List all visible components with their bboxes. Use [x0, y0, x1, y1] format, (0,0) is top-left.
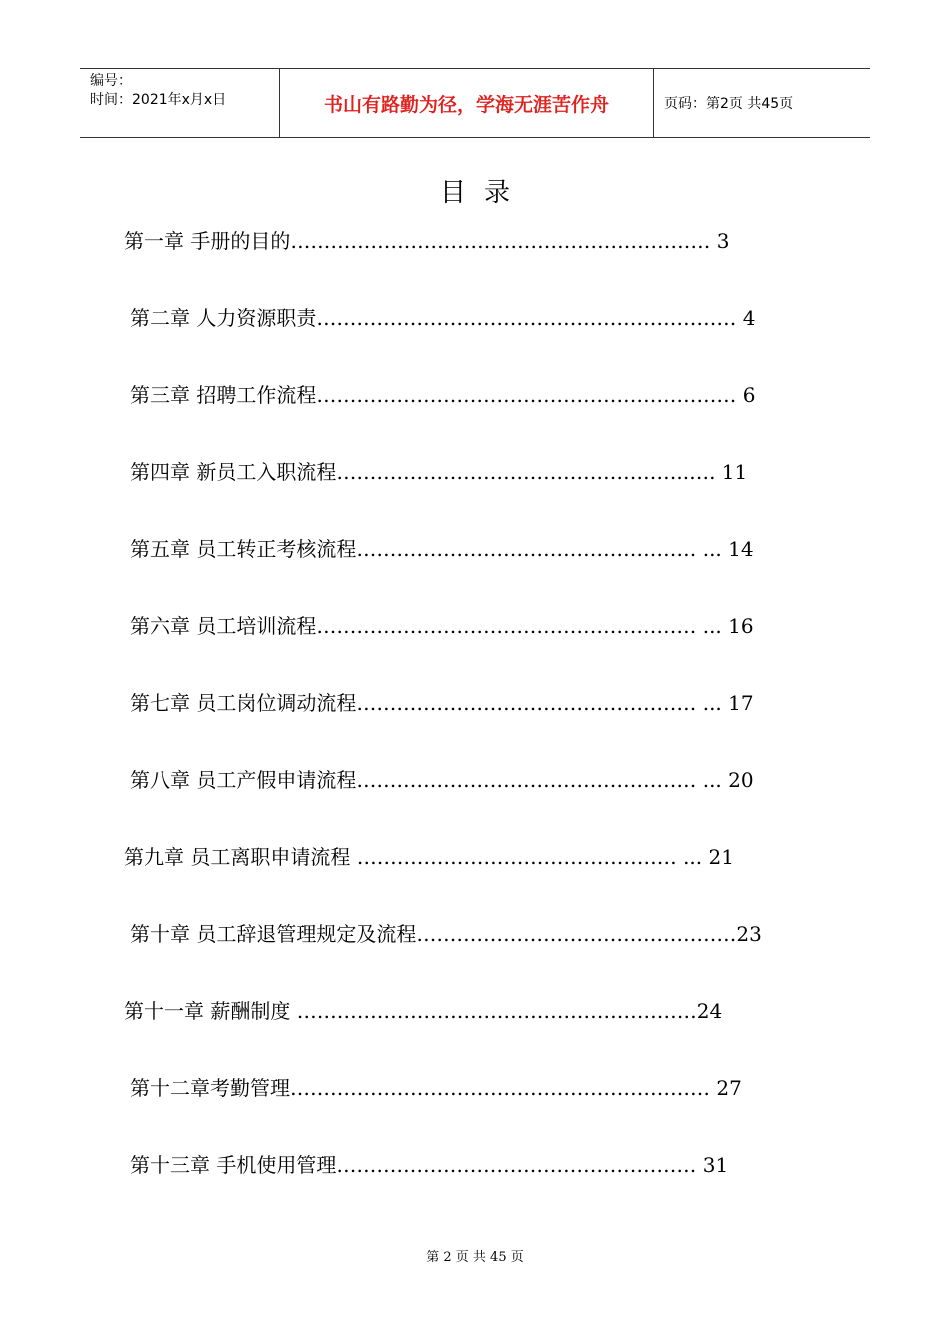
toc-entry-text: 第三章 招聘工作流程……………………………………………………… 6	[130, 383, 756, 407]
toc-entry[interactable]	[130, 765, 754, 795]
header-page-info: 页码：第2页 共45页	[664, 96, 794, 112]
toc-entry[interactable]	[130, 919, 762, 949]
toc-entry[interactable]	[130, 1073, 742, 1103]
page-header	[80, 68, 870, 138]
toc-entry[interactable]	[130, 380, 755, 410]
time-label: 时间：2021年x月x日	[90, 92, 227, 108]
header-meta	[80, 69, 280, 137]
toc-entry[interactable]	[124, 996, 722, 1026]
page-footer: 第 2 页 共 45 页	[426, 1250, 524, 1265]
toc-entry[interactable]	[130, 611, 754, 641]
toc-title: 目录	[439, 178, 528, 208]
toc-entry-text: 第二章 人力资源职责……………………………………………………… 4	[130, 306, 756, 330]
toc-entry-text: 第八章 员工产假申请流程…………………………………………… ... 20	[130, 768, 754, 792]
header-motto: 书山有路勤为径，学海无涯苦作舟	[280, 69, 654, 137]
toc-entry-text: 第六章 员工培训流程………………………………………………… ... 16	[130, 614, 754, 638]
toc-entry[interactable]	[130, 1150, 728, 1180]
toc-entry[interactable]	[130, 457, 747, 487]
toc-entry-text: 第四章 新员工入职流程……………………………………………..…. 11	[130, 460, 748, 484]
toc-entry-text: 第十章 员工辞退管理规定及流程…………………………………………23	[130, 922, 762, 946]
toc-entry[interactable]	[130, 688, 754, 718]
toc-entry[interactable]	[130, 303, 755, 333]
toc-entry[interactable]	[124, 226, 729, 256]
toc-entry-text: 第十二章考勤管理……………………………………………………… 27	[130, 1076, 742, 1100]
toc-entry-text: 第一章 手册的目的……………………………………………………… 3	[124, 229, 730, 253]
toc-entry-text: 第五章 员工转正考核流程…………………………………………… ... 14	[130, 537, 754, 561]
toc-entry[interactable]	[124, 842, 734, 872]
toc-entry-text: 第十三章 手机使用管理……………………………………………… 31	[130, 1153, 729, 1177]
toc-entry-text: 第七章 员工岗位调动流程…………………………………………… ... 17	[130, 691, 754, 715]
toc-entry-text: 第九章 员工离职申请流程 ………………………………………… ... 21	[124, 845, 734, 869]
code-label: 编号：	[90, 73, 132, 89]
toc-entry[interactable]	[130, 534, 754, 564]
toc-entry-text: 第十一章 薪酬制度 ……………………………………………………24	[124, 999, 723, 1023]
